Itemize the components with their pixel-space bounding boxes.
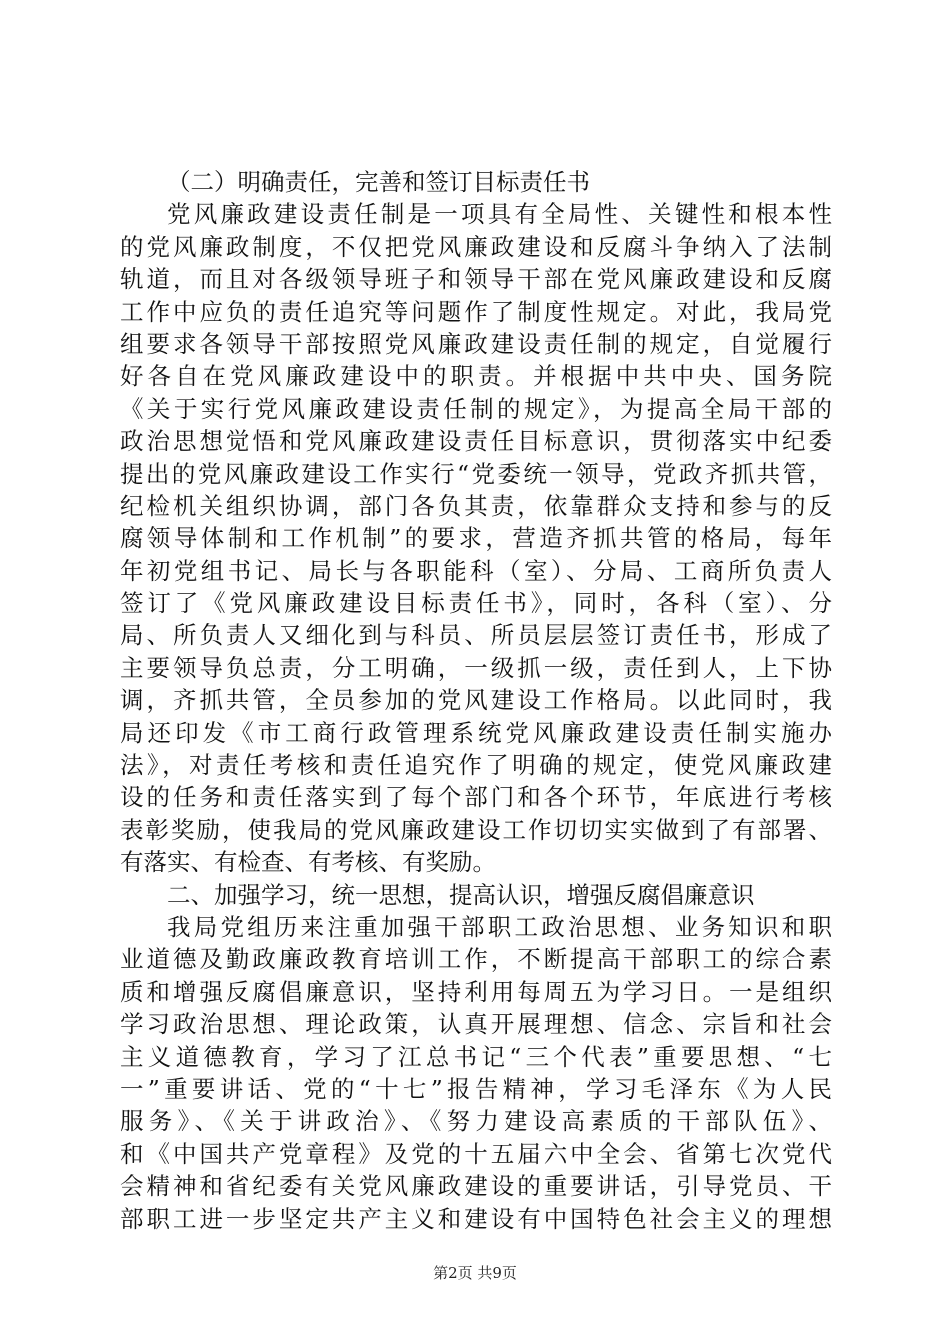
- text-line: 会精神和省纪委有关党风廉政建设的重要讲话，引导党员、干: [120, 1172, 832, 1201]
- text-line: 主义道德教育，学习了江总书记“三个代表”重要思想、“七: [120, 1042, 832, 1071]
- document-body: [120, 166, 832, 1235]
- text-line: 纪检机关组织协调，部门各负其责，依靠群众支持和参与的反: [120, 491, 832, 520]
- text-line: 学习政治思想、理论政策，认真开展理想、信念、宗旨和社会: [120, 1010, 832, 1039]
- text-line: 提出的党风廉政建设工作实行“党委统一领导，党政齐抓共管，: [120, 459, 832, 488]
- text-line: 组要求各领导干部按照党风廉政建设责任制的规定，自觉履行: [120, 329, 832, 358]
- text-line: 局、所负责人又细化到与科员、所员层层签订责任书，形成了: [120, 621, 832, 650]
- text-line: 的党风廉政制度，不仅把党风廉政建设和反腐斗争纳入了法制: [120, 232, 832, 261]
- text-line: 党风廉政建设责任制是一项具有全局性、关键性和根本性: [167, 200, 832, 229]
- text-line: 二、加强学习，统一思想，提高认识，增强反腐倡廉意识: [167, 880, 755, 909]
- text-line: 《关于实行党风廉政建设责任制的规定》，为提高全局干部的: [120, 394, 832, 423]
- text-line: 年初党组书记、局长与各职能科（室）、分局、工商所负责人: [120, 556, 832, 585]
- text-line: 和《中国共产党章程》及党的十五届六中全会、省第七次党代: [120, 1139, 832, 1168]
- text-line: （二）明确责任，完善和签订目标责任书: [167, 168, 590, 196]
- text-line: 局还印发《市工商行政管理系统党风廉政建设责任制实施办: [120, 718, 832, 747]
- text-line: 质和增强反腐倡廉意识，坚持利用每周五为学习日。一是组织: [120, 977, 832, 1006]
- text-line: 业道德及勤政廉政教育培训工作，不断提高干部职工的综合素: [120, 945, 832, 974]
- text-line: 腐领导体制和工作机制”的要求，营造齐抓共管的格局，每年: [120, 524, 832, 553]
- text-line: 调，齐抓共管，全员参加的党风建设工作格局。以此同时，我: [120, 686, 832, 715]
- text-line: 我局党组历来注重加强干部职工政治思想、业务知识和职: [167, 912, 832, 941]
- text-line: 表彰奖励，使我局的党风廉政建设工作切切实实做到了有部署、: [120, 815, 832, 844]
- text-line: 部职工进一步坚定共产主义和建设有中国特色社会主义的理想: [120, 1204, 832, 1233]
- text-line: 一”重要讲话、党的“十七”报告精神，学习毛泽东《为人民: [120, 1074, 832, 1103]
- text-line: 好各自在党风廉政建设中的职责。并根据中共中央、国务院: [120, 362, 832, 391]
- text-line: 轨道，而且对各级领导班子和领导干部在党风廉政建设和反腐: [120, 265, 832, 294]
- page-footer: 第2页 共9页: [433, 1264, 517, 1282]
- text-line: 主要领导负总责，分工明确，一级抓一级，责任到人，上下协: [120, 653, 832, 682]
- text-line: 工作中应负的责任追究等问题作了制度性规定。对此，我局党: [120, 297, 832, 326]
- text-line: 设的任务和责任落实到了每个部门和各个环节，年底进行考核: [120, 783, 832, 812]
- text-line: 有落实、有检查、有考核、有奖励。: [120, 848, 496, 877]
- text-line: 政治思想觉悟和党风廉政建设责任目标意识，贯彻落实中纪委: [120, 427, 832, 456]
- text-line: 法》，对责任考核和责任追究作了明确的规定，使党风廉政建: [120, 751, 832, 780]
- text-line: 服务》、《关于讲政治》、《努力建设高素质的干部队伍》、: [120, 1107, 832, 1136]
- text-line: 签订了《党风廉政建设目标责任书》，同时，各科（室）、分: [120, 589, 832, 618]
